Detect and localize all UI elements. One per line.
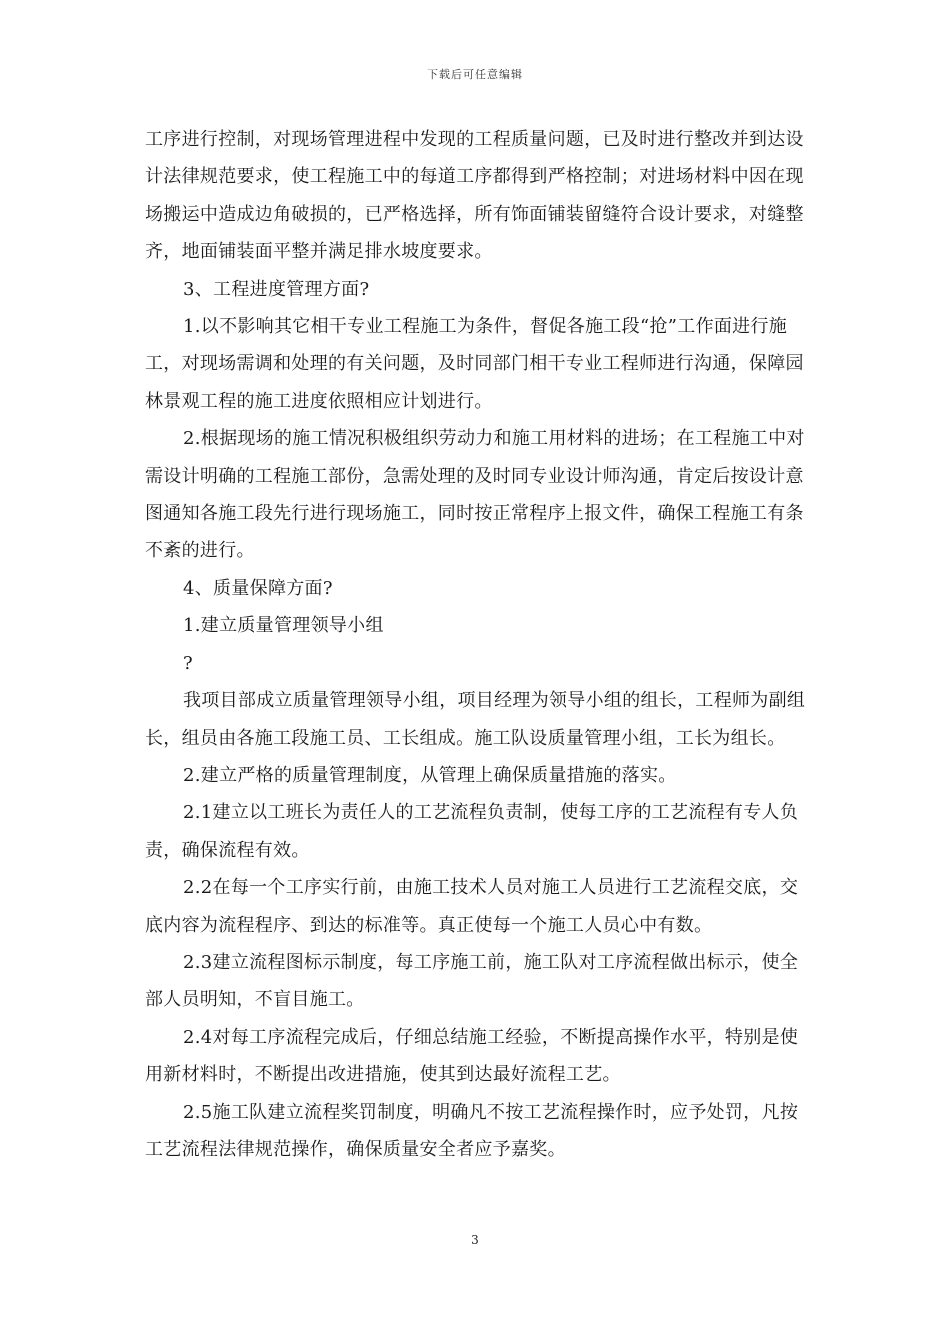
paragraph: 2.5施工队建立流程奖罚制度，明确凡不按工艺流程操作时，应予处罚，凡按工艺流程法律规范操作，确保质量安全者应予嘉奖。 [145,1101,799,1160]
paragraph: 1.以不影响其它相干专业工程施工为条件，督促各施工段“抢”工作面进行施工，对现场需调和处理的有关问题，及时同部门相干专业工程师进行沟通，保障园林景观工程的施工进度依照相应计划进行。 [145,316,804,412]
paragraph: 工序进行控制，对现场管理进程中发现的工程质量问题，已及时进行整改并到达设计法律规范要求，使工程施工中的每道工序都得到严格控制；对进场材料中因在现场搬运中造成边角破损的，已严格选择，所有饰面铺装留缝符合设计要求，对缝整齐，地面铺装面平整并满足排水坡度要求。 [145,129,804,263]
paragraph: 2.3建立流程图标示制度，每工序施工前，施工队对工序流程做出标示，使全部人员明知，不盲目施工。 [145,951,799,1011]
paragraph: 我项目部成立质量管理领导小组，项目经理为领导小组的组长，工程师为副组长，组员由各施工段施工员、工长组成。施工队设质量管理小组，工长为组长。 [145,690,806,749]
subheading: 2.建立严格的质量管理制度，从管理上确保质量措施的落实。 [183,764,677,786]
section-heading-schedule: 3、工程进度管理方面? [183,278,370,300]
page-header: 下载后可任意编辑 [427,68,523,81]
document-body [145,121,810,1168]
page-number: 3 [471,1233,479,1247]
placeholder-glyph: ? [183,652,193,674]
paragraph: 2.根据现场的施工情况积极组织劳动力和施工用材料的进场；在工程施工中对需设计明确的工程施工部份，急需处理的及时同专业设计师沟通，肯定后按设计意图通知各施工段先行进行现场施工，同时按正常程序上报文件，确保工程施工有条不紊的进行。 [145,428,805,562]
paragraph: 2.2在每一个工序实行前，由施工技术人员对施工人员进行工艺流程交底，交底内容为流程程序、到达的标准等。真正使每一个施工人员心中有数。 [145,877,799,936]
paragraph: 2.1建立以工班长为责任人的工艺流程负责制，使每工序的工艺流程有专人负责，确保流程有效。 [145,802,799,861]
section-heading-quality: 4、质量保障方面? [183,577,333,599]
subheading: 1.建立质量管理领导小组 [183,615,384,637]
paragraph: 2.4对每工序流程完成后，仔细总结施工经验，不断提高操作水平，特别是使用新材料时，不断提出改进措施，使其到达最好流程工艺。 [145,1026,799,1086]
